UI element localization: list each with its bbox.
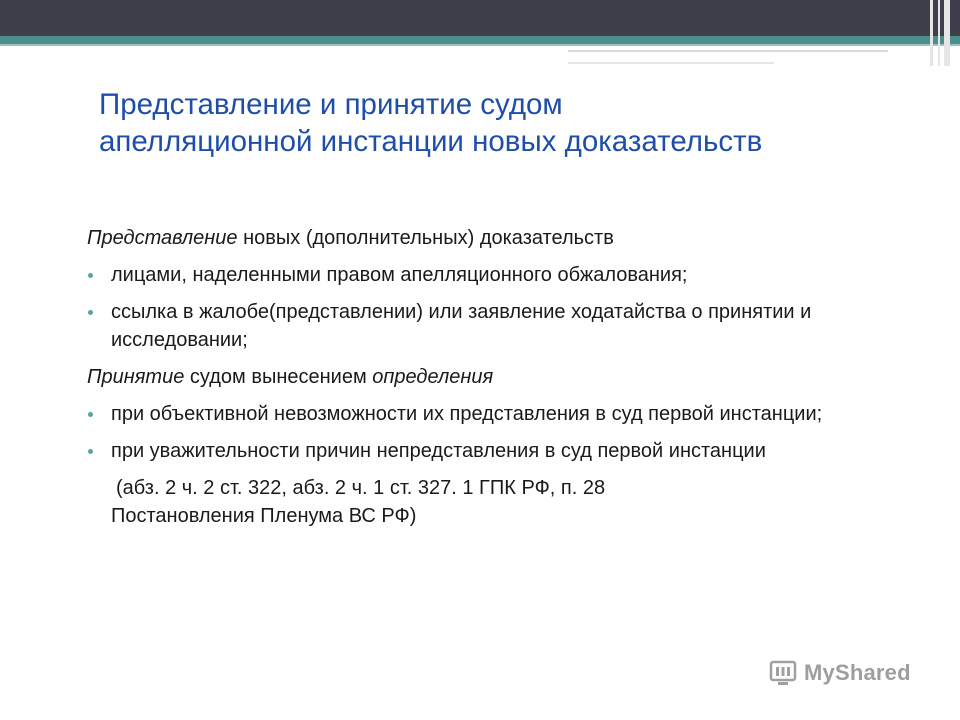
emphasis-text: Представление xyxy=(87,227,238,249)
bullet-item xyxy=(87,261,927,289)
bullet-dot-icon xyxy=(88,310,93,315)
header-deco-strip xyxy=(938,0,940,66)
myshared-logo-icon xyxy=(768,658,798,688)
bullet-item xyxy=(87,400,927,428)
bullet-item xyxy=(87,437,927,465)
header-accent-line xyxy=(0,44,960,46)
bullet-text: лицами, наделенными правом апелляционного обжалования; xyxy=(111,264,688,286)
heading-text: судом вынесением xyxy=(184,366,373,388)
section-heading xyxy=(87,224,927,252)
slide-title-line: Представление и принятие судом xyxy=(99,88,563,121)
slide-title-line: апелляционной инстанции новых доказательств xyxy=(99,125,763,158)
watermark-logo xyxy=(768,656,911,690)
reference-line: (абз. 2 ч. 2 ст. 322, абз. 2 ч. 1 ст. 327. 1 ГПК РФ, п. 28 xyxy=(116,477,606,499)
reference-line: Постановления Пленума ВС РФ) xyxy=(111,505,417,527)
heading-text: новых (дополнительных) доказательств xyxy=(237,227,614,249)
header-bar xyxy=(0,0,960,36)
header-deco-strip xyxy=(944,0,950,66)
bullet-text: при уважительности причин непредставления в суд первой инстанции xyxy=(111,440,766,462)
emphasis-text: определения xyxy=(372,366,494,388)
bullet-item xyxy=(87,298,927,354)
bullet-dot-icon xyxy=(88,449,93,454)
header-deco-strip xyxy=(930,0,933,66)
section-heading xyxy=(87,363,927,391)
header-deco-line-2 xyxy=(568,62,774,64)
header-accent-band xyxy=(0,36,960,44)
slide-body xyxy=(87,224,927,530)
watermark-text: MyShared xyxy=(804,660,911,685)
bullet-text: при объективной невозможности их представления в суд первой инстанции; xyxy=(111,403,823,425)
slide-title xyxy=(99,86,949,160)
header-deco-line xyxy=(568,50,888,52)
bullet-dot-icon xyxy=(88,412,93,417)
bullet-dot-icon xyxy=(88,273,93,278)
legal-reference xyxy=(87,474,927,530)
emphasis-text: Принятие xyxy=(87,366,185,388)
bullet-text: ссылка в жалобе(представлении) или заявление ходатайства о принятии и исследовании; xyxy=(111,301,812,351)
